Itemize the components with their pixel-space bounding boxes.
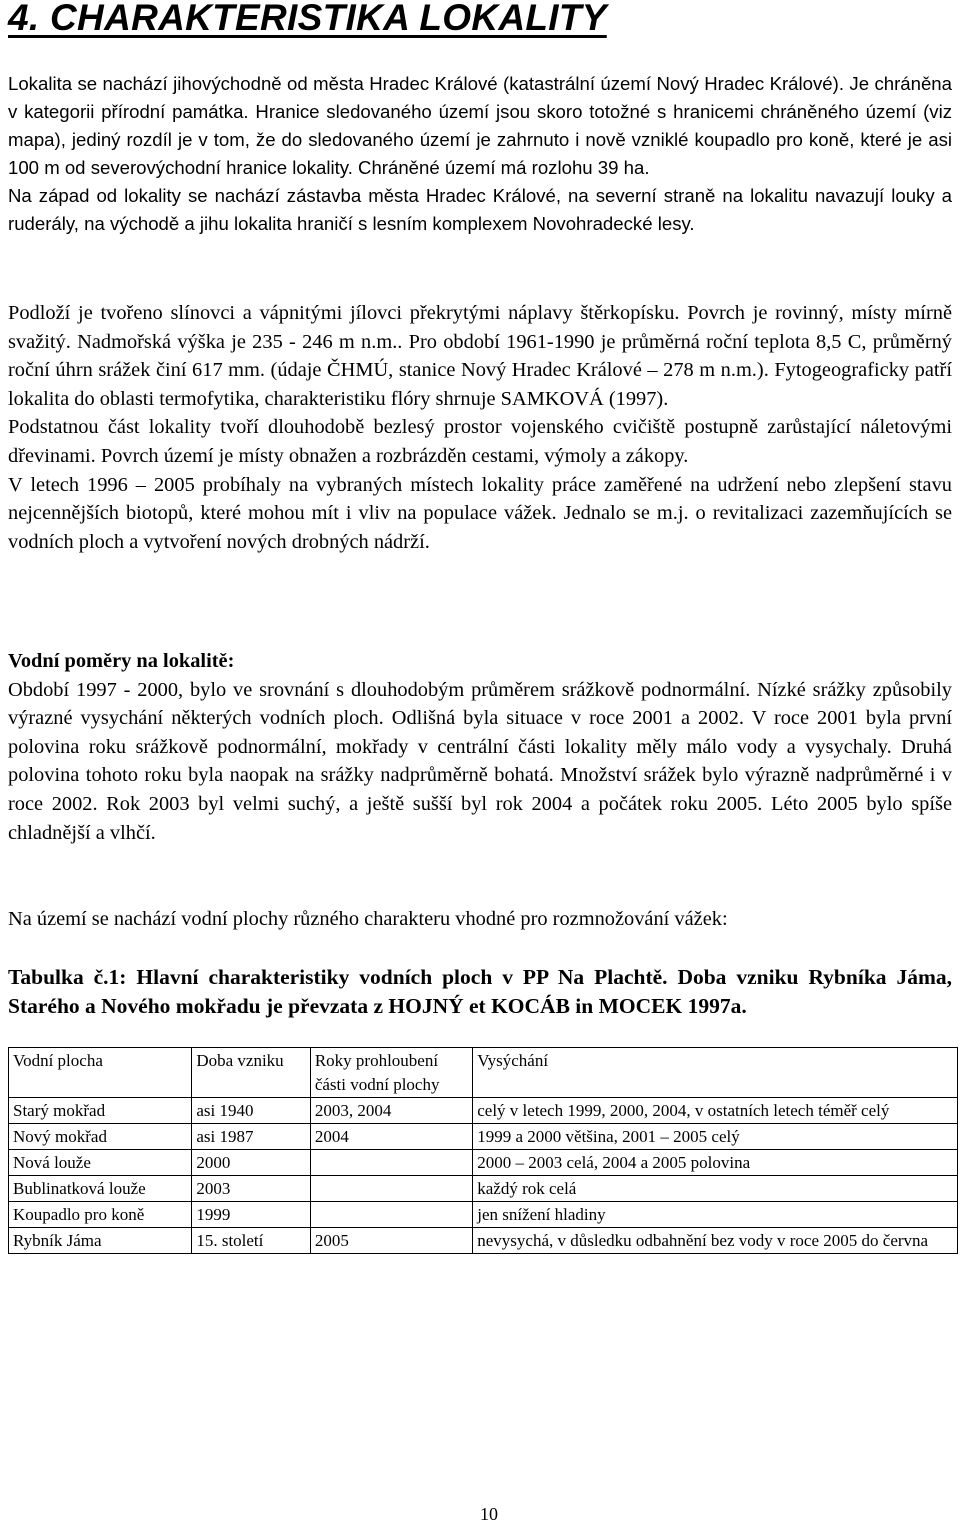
table-cell — [310, 1176, 472, 1202]
table-cell: Starý mokřad — [9, 1098, 192, 1124]
water-bodies-table — [8, 1047, 958, 1254]
table-cell — [310, 1150, 472, 1176]
table-cell: 2005 — [310, 1228, 472, 1254]
geology-section — [8, 299, 952, 556]
table-cell: asi 1940 — [192, 1098, 310, 1124]
table-cell: 2004 — [310, 1124, 472, 1150]
header-cell: Roky prohloubení části vodní plochy — [310, 1048, 472, 1098]
table-cell: asi 1987 — [192, 1124, 310, 1150]
table-row — [9, 1124, 958, 1150]
intro-section — [8, 70, 952, 238]
table-cell: Bublinatková louže — [9, 1176, 192, 1202]
table-cell: 2003, 2004 — [310, 1098, 472, 1124]
table-cell: každý rok celá — [473, 1176, 958, 1202]
table-header-row — [9, 1048, 958, 1098]
header-cell: Vodní plocha — [9, 1048, 192, 1098]
table-cell: celý v letech 1999, 2000, 2004, v ostatních letech téměř celý — [473, 1098, 958, 1124]
table-cell: nevysychá, v důsledku odbahnění bez vody v roce 2005 do června — [473, 1228, 958, 1254]
table-row — [9, 1228, 958, 1254]
table-row — [9, 1098, 958, 1124]
water-section — [8, 647, 952, 847]
table-cell: 15. století — [192, 1228, 310, 1254]
table-cell: Nová louže — [9, 1150, 192, 1176]
table-cell — [310, 1202, 472, 1228]
table-cell: Nový mokřad — [9, 1124, 192, 1150]
geology-paragraph: Podloží je tvořeno slínovci a vápnitými jílovci překrytými náplavy štěrkopísku. Povrch je rovinný, místy mírně svažitý. Nadmořská výška je 235 - 246 m n.m.. Pro období 1961-1990 je průměrná roční teplota 8,5 C, průměrný roční úhrn srážek činí 617 mm. (údaje ČHMÚ, stanice Nový Hradec Králové – 278 m n.m.). Fytogeograficky patří lokalita do oblasti termofytika, charakteristiku flóry shrnuje SAMKOVÁ (1997). — [8, 302, 952, 410]
revitalization-paragraph: V letech 1996 – 2005 probíhaly na vybraných místech lokality práce zaměřené na udržení nebo zlepšení stavu nejcennějších biotopů, které mohou mít i vliv na populace vážek. Jednalo se m.j. o revitalizaci zazemňujících se vodních ploch a vytvoření nových drobných nádrží. — [8, 473, 952, 553]
table-row — [9, 1202, 958, 1228]
table-cell: 1999 — [192, 1202, 310, 1228]
table-cell: 2000 – 2003 celá, 2004 a 2005 polovina — [473, 1150, 958, 1176]
water-bodies-intro-block — [8, 905, 952, 934]
vegetation-paragraph: Podstatnou část lokality tvoří dlouhodobě bezlesý prostor vojenského cvičiště postupně zarůstající náletovými dřevinami. Povrch území je místy obnažen a rozbrázděn cestami, výmoly a zákopy. — [8, 416, 952, 467]
table-cell: Koupadlo pro koně — [9, 1202, 192, 1228]
page-number: 10 — [480, 1504, 498, 1524]
table-cell: Rybník Jáma — [9, 1228, 192, 1254]
table-cell: jen snížení hladiny — [473, 1202, 958, 1228]
table-row — [9, 1176, 958, 1202]
table-caption: Tabulka č.1: Hlavní charakteristiky vodních ploch v PP Na Plachtě. Doba vzniku Rybníka Jáma, Starého a Nového mokřadu je převzata z HOJNÝ et KOCÁB in MOCEK 1997a. — [8, 965, 952, 1018]
intro-paragraph-2: Na západ od lokality se nachází zástavba města Hradec Králové, na severní straně na lokalitu navazují louky a ruderály, na východě a jihu lokalita hraničí s lesním komplexem Novohradecké lesy. — [8, 185, 952, 234]
water-bodies-intro: Na území se nachází vodní plochy různého charakteru vhodné pro rozmnožování vážek: — [8, 908, 728, 930]
table-cell: 2003 — [192, 1176, 310, 1202]
header-cell: Vysýchání — [473, 1048, 958, 1098]
table-row — [9, 1150, 958, 1176]
section-title: 4. CHARAKTERISTIKA LOKALITY — [8, 0, 607, 38]
table-cell: 2000 — [192, 1150, 310, 1176]
water-heading: Vodní poměry na lokalitě: — [8, 650, 235, 672]
intro-paragraph-1: Lokalita se nachází jihovýchodně od města Hradec Králové (katastrální území Nový Hradec Králové). Je chráněna v kategorii přírodní památka. Hranice sledovaného území jsou skoro totožné s hranicemi chráněného území (viz mapa), jediný rozdíl je v tom, že do sledovaného území je zahrnuto i nově vzniklé koupadlo pro koně, které je asi 100 m od severovýchodní hranice lokality. Chráněné území má rozlohu 39 ha. — [8, 73, 952, 178]
table-caption-block — [8, 963, 952, 1020]
water-paragraph: Období 1997 - 2000, bylo ve srovnání s dlouhodobým průměrem srážkově podnormální. Nízké srážky způsobily výrazné vysychání některých vodních ploch. Odlišná byla situace v roce 2001 a 2002. V roce 2001 byla první polovina roku srážkově podnormální, mokřady v centrální části lokality měly málo vody a vysychaly. Druhá polovina tohoto roku byla naopak na srážky nadprůměrně bohatá. Množství srážek bylo výrazně nadprůměrné i v roce 2002. Rok 2003 byl velmi suchý, a ještě sušší byl rok 2004 a počátek roku 2005. Léto 2005 bylo spíše chladnější a vlhčí. — [8, 678, 952, 844]
table-cell: 1999 a 2000 většina, 2001 – 2005 celý — [473, 1124, 958, 1150]
header-cell: Doba vzniku — [192, 1048, 310, 1098]
